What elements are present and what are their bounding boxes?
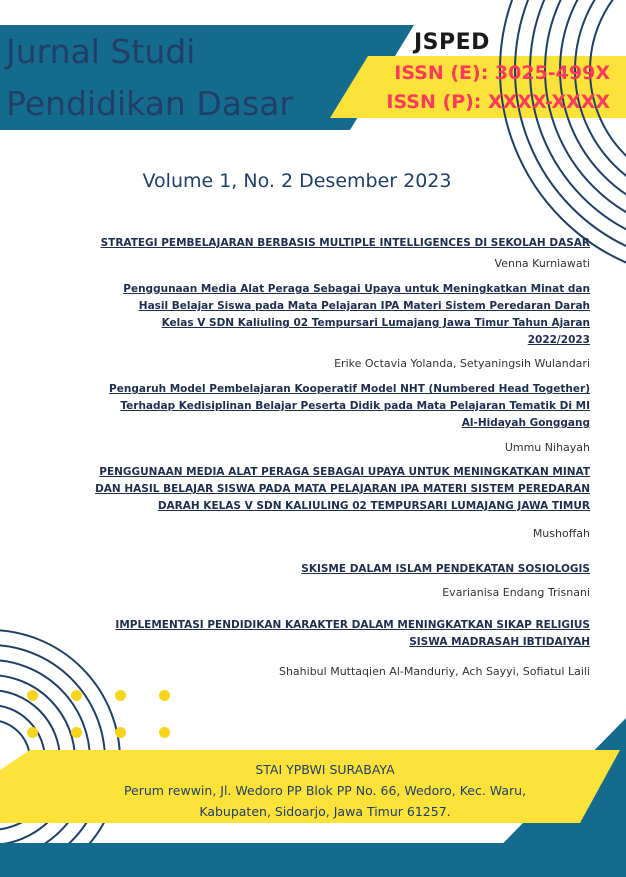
volume-info: Volume 1, No. 2 Desember 2023 xyxy=(142,170,452,192)
article-title-line: SISWA MADRASAH IBTIDAIYAH xyxy=(409,636,590,648)
article-title-line: DAN HASIL BELAJAR SISWA PADA MATA PELAJARAN IPA MATERI SISTEM PEREDARAN xyxy=(95,483,590,495)
article-title-line: DARAH KELAS V SDN KALIULING 02 TEMPURSARI LUMAJANG JAWA TIMUR xyxy=(157,500,590,512)
decor-dot xyxy=(159,727,170,738)
article-title-line: 2022/2023 xyxy=(527,334,590,346)
article-authors: Shahibul Muttaqien Al-Manduriy, Ach Sayyi, Sofiatul Laili xyxy=(278,665,590,678)
article-authors: Venna Kurniawati xyxy=(494,257,590,270)
publisher-info xyxy=(90,759,560,822)
decor-dot xyxy=(71,727,82,738)
article-title[interactable] xyxy=(123,281,590,349)
decor-dot xyxy=(159,690,170,701)
article-authors: Evarianisa Endang Trisnani xyxy=(442,586,590,599)
publisher-address-line1: Perum rewwin, Jl. Wedoro PP Blok PP No. 66, Wedoro, Kec. Waru, xyxy=(123,783,527,798)
publisher-address-line2: Kabupaten, Sidoarjo, Jawa Timur 61257. xyxy=(199,804,451,819)
decor-dot xyxy=(27,727,38,738)
article-title[interactable] xyxy=(101,235,590,252)
article-title[interactable] xyxy=(95,464,590,515)
article-authors: Erike Octavia Yolanda, Setyaningsih Wulandari xyxy=(334,357,590,370)
publisher-name: STAI YPBWI SURABAYA xyxy=(255,762,395,777)
journal-abbreviation: JSPED xyxy=(414,30,490,55)
article-title[interactable] xyxy=(115,617,590,651)
article-title[interactable] xyxy=(109,381,590,432)
article-title-line: STRATEGI PEMBELAJARAN BERBASIS MULTIPLE INTELLIGENCES DI SEKOLAH DASAR xyxy=(100,237,590,249)
article-title-line: Al-Hidayah Gonggang xyxy=(461,417,590,429)
journal-title-line2: Pendidikan Dasar xyxy=(6,84,293,123)
article-title-line: Pengaruh Model Pembelajaran Kooperatif Model NHT (Numbered Head Together) xyxy=(109,383,590,395)
decor-dot xyxy=(115,727,126,738)
footer-blue-band xyxy=(0,843,626,877)
decor-dot xyxy=(27,690,38,701)
article-title-line: Kelas V SDN Kaliuling 02 Tempursari Lumajang Jawa Timur Tahun Ajaran xyxy=(161,317,590,329)
issn-print: ISSN (P): XXXX-XXXX xyxy=(386,91,610,113)
article-title-line: IMPLEMENTASI PENDIDIKAN KARAKTER DALAM MENINGKATKAN SIKAP RELIGIUS xyxy=(115,619,590,631)
article-authors: Ummu Nihayah xyxy=(504,441,590,454)
article-authors: Mushoffah xyxy=(532,527,590,540)
article-title[interactable] xyxy=(301,561,590,578)
decor-dot xyxy=(115,690,126,701)
decor-dot xyxy=(71,690,82,701)
article-title-line: Terhadap Kedisiplinan Belajar Peserta Didik pada Mata Pelajaran Tematik Di MI xyxy=(120,400,590,412)
article-title-line: SKISME DALAM ISLAM PENDEKATAN SOSIOLOGIS xyxy=(301,563,590,575)
article-title-line: Hasil Belajar Siswa pada Mata Pelajaran IPA Materi Sistem Peredaran Darah xyxy=(138,300,590,312)
journal-title-line1: Jurnal Studi xyxy=(6,32,196,71)
article-title-line: PENGGUNAAN MEDIA ALAT PERAGA SEBAGAI UPAYA UNTUK MENINGKATKAN MINAT xyxy=(99,466,590,478)
article-title-line: Penggunaan Media Alat Peraga Sebagai Upaya untuk Meningkatkan Minat dan xyxy=(123,283,590,295)
journal-title xyxy=(6,26,346,130)
issn-electronic: ISSN (E): 3025-499X xyxy=(394,62,610,84)
